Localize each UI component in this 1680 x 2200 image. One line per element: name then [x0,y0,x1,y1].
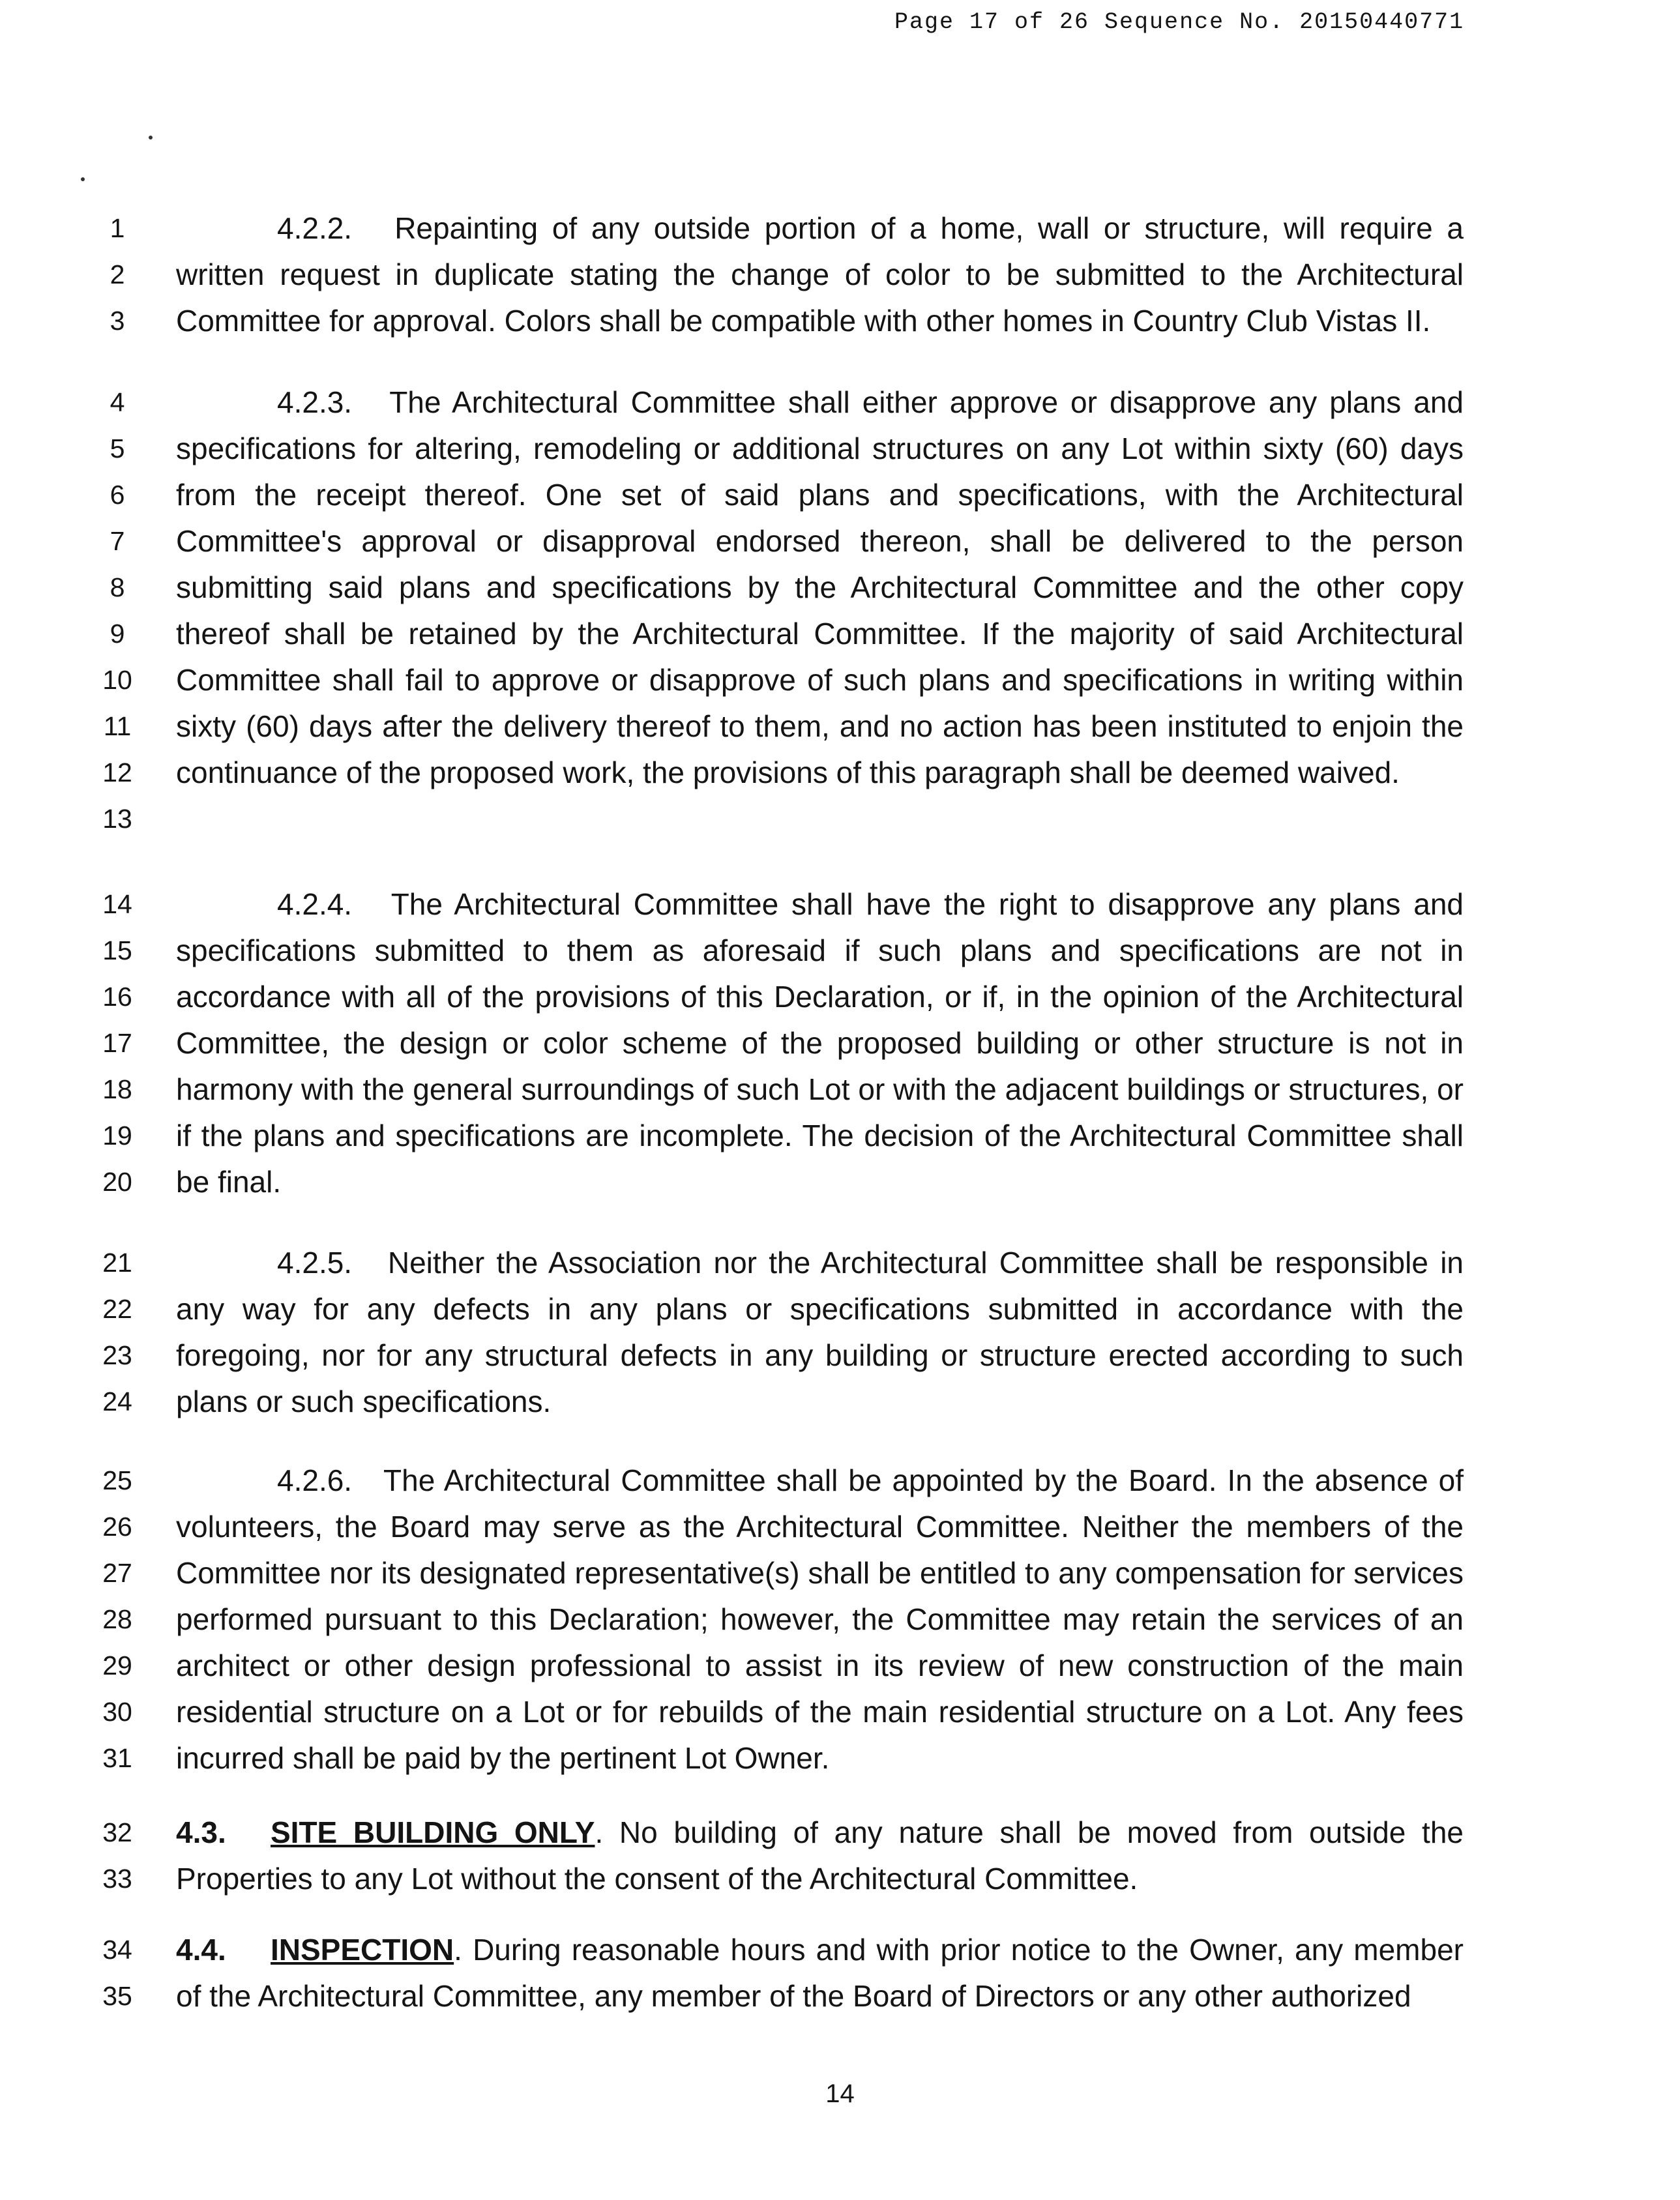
paragraph-text: Neither the Association nor the Architectural Committee shall be responsible in any way for any defects in any plans or specifications submitted in accordance with the foregoing, nor for any structural defects in any building or structure erected according to such plans or such specifications. [176,1246,1464,1418]
section-number: 4.3. [176,1815,226,1849]
line-number: 26 [102,1512,132,1542]
line-number: 17 [102,1028,132,1058]
line-number: 6 [110,480,125,510]
line-number: 29 [102,1650,132,1680]
page-number: 14 [825,2079,855,2108]
line-number: 3 [110,306,125,336]
line-number: 35 [102,1981,132,2011]
paragraph-text: Repainting of any outside portion of a home, wall or structure, will require a written request in duplicate stating the change of color to be submitted to the Architectural Committee for approval. Colors shall be compatible with other homes in Country Club Vistas II. [176,211,1464,338]
line-number: 8 [110,572,125,602]
paragraph-text: The Architectural Committee shall either approve or disapprove any plans and specifications for altering, remodeling or additional structures on any Lot within sixty (60) days from the receipt thereof. One set of said plans and specifications, with the Architectural Committee's approval or disapproval endorsed thereon, shall be delivered to the person submitting said plans and specifications by the Architectural Committee and the other copy thereof shall be retained by the Architectural Committee. If the majority of said Architectural Committee shall fail to approve or disapprove of such plans and specifications in writing within sixty (60) days after the delivery thereof to them, and no action has been instituted to enjoin the continuance of the proposed work, the provisions of this paragraph shall be deemed waived. [176,385,1464,789]
section-heading: INSPECTION [271,1933,454,1967]
section-4-3 [176,1810,1464,1902]
paragraph-4-2-5 [176,1240,1464,1425]
line-number: 32 [102,1817,132,1847]
line-number: 15 [102,935,132,965]
line-number: 11 [103,711,132,741]
paragraph-number: 4.2.2. [277,211,353,245]
line-number: 34 [102,1935,132,1965]
line-number: 7 [110,526,125,556]
line-number: 28 [102,1604,132,1634]
scan-speck [149,136,153,139]
section-4-4 [176,1927,1464,2019]
paragraph-text: The Architectural Committee shall be appointed by the Board. In the absence of volunteers, the Board may serve as the Architectural Committee. Neither the members of the Committee nor its designated representative(s) shall be entitled to any compensation for services performed pursuant to this Declaration; however, the Committee may retain the services of an architect or other design professional to assist in its review of new construction of the main residential structure on a Lot or for rebuilds of the main residential structure on a Lot. Any fees incurred shall be paid by the pertinent Lot Owner. [176,1463,1464,1775]
line-number: 10 [102,665,132,695]
line-number: 25 [102,1465,132,1495]
line-number: 23 [102,1340,132,1370]
line-number: 21 [102,1248,132,1278]
line-number: 12 [102,757,132,787]
line-number: 22 [102,1294,132,1324]
line-number: 18 [102,1074,132,1104]
paragraph-number: 4.2.5. [277,1246,353,1280]
paragraph-4-2-3 [176,379,1464,796]
line-number: 16 [102,982,132,1012]
section-text: . No building of any nature shall be moved from outside the Properties to any Lot without the consent of the Architectural Committee. [176,1815,1464,1896]
line-number: 14 [102,889,132,919]
line-number: 1 [110,213,125,243]
paragraph-number: 4.2.3. [277,385,353,419]
paragraph-text: The Architectural Committee shall have the right to disapprove any plans and specifications submitted to them as aforesaid if such plans and specifications are not in accordance with all of the provisions of this Declaration, or if, in the opinion of the Architectural Committee, the design or color scheme of the proposed building or other structure is not in harmony with the general surroundings of such Lot or with the adjacent buildings or structures, or if the plans and specifications are incomplete. The decision of the Architectural Committee shall be final. [176,887,1464,1199]
line-number: 30 [102,1697,132,1727]
paragraph-number: 4.2.6. [277,1463,353,1497]
paragraph-4-2-2 [176,205,1464,344]
section-number: 4.4. [176,1933,226,1967]
paragraph-4-2-4 [176,881,1464,1205]
line-number: 2 [110,259,125,289]
line-number: 24 [102,1386,132,1416]
section-text: . During reasonable hours and with prior notice to the Owner, any member of the Architectural Committee, any member of the Board of Directors or any other authorized [176,1933,1464,2013]
line-number: 13 [102,804,132,834]
line-number: 20 [102,1167,132,1197]
line-number: 19 [102,1121,132,1151]
section-heading: SITE BUILDING ONLY [271,1815,595,1849]
line-number: 4 [110,387,125,417]
line-number: 5 [110,433,125,463]
scan-speck [81,177,85,181]
line-number: 31 [102,1743,132,1773]
line-number: 33 [102,1864,132,1894]
line-number: 9 [110,619,125,649]
line-number: 27 [102,1558,132,1588]
paragraph-4-2-6 [176,1458,1464,1782]
paragraph-number: 4.2.4. [277,887,353,921]
page-header: Page 17 of 26 Sequence No. 20150440771 [894,9,1465,35]
